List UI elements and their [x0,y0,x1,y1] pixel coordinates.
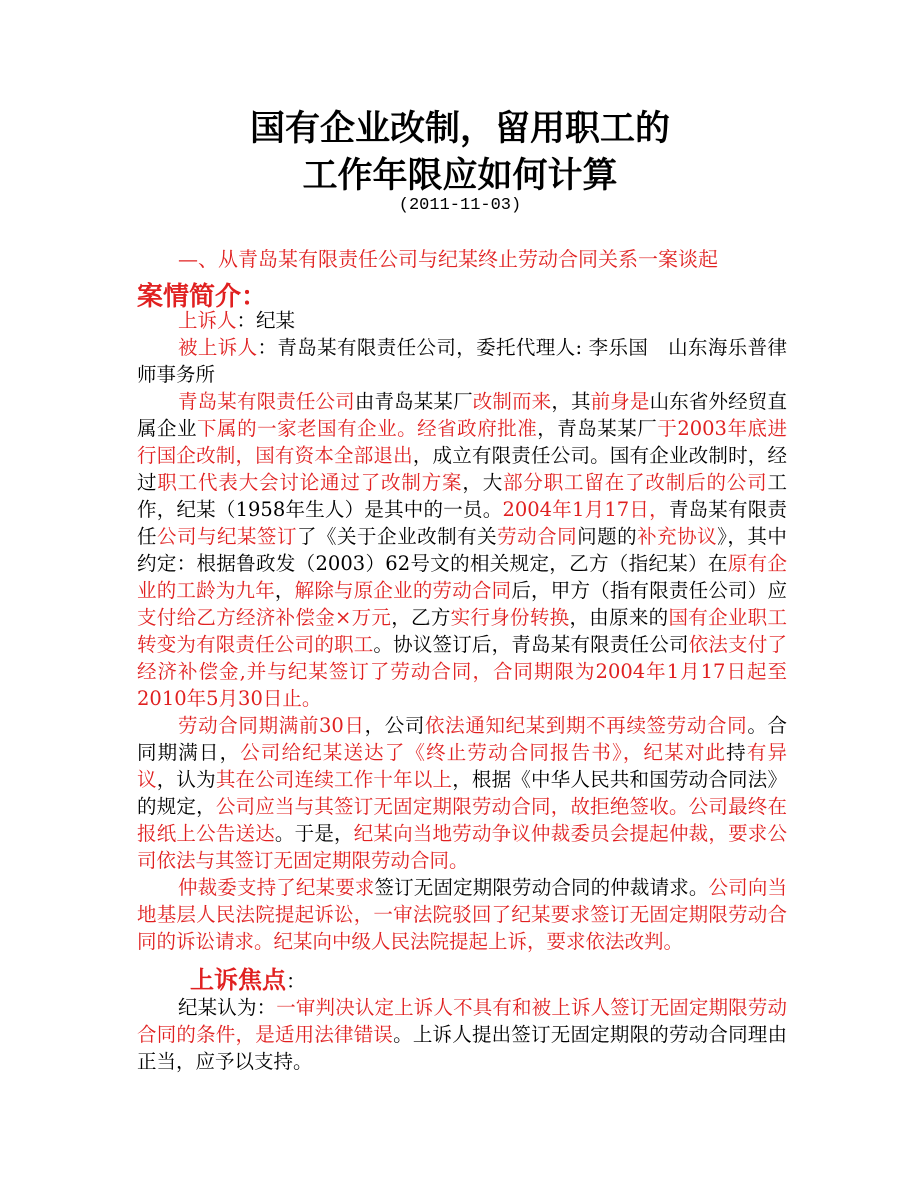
highlighted-text: 改制而来 [472,390,552,413]
body-text: 。上诉人提出签订无固定期限的劳动合同理由正当，应予以支持。 [137,1023,787,1073]
highlighted-text: 补充协议 [637,525,718,548]
highlighted-text: 部分职工留在了改制后的公司 [503,471,768,494]
highlighted-text: 实行身份转换 [450,606,570,629]
highlighted-text: 原有企业的工龄为九年 [137,552,787,602]
body-text: 问题的 [577,525,638,548]
section-subtitle: —、从青岛某有限责任公司与纪某终止劳动合同关系一案谈起 [178,247,718,271]
highlighted-text: 公司向当地基层人民法院提起诉讼，一审法院驳回了纪某要求签订无固定期限劳动合同的诉讼请求。纪某向中级人民法院提起上诉，要求依法改判。 [137,876,787,953]
body-text: 签订无固定期限劳动合同的仲裁请求。 [374,876,709,899]
highlighted-text: 纪某向当地劳动争议仲裁委员会提起仲裁，要求公司依法与其签订无固定期限劳动合同。 [137,822,787,872]
highlighted-text: 其在公司连续工作十年以上 [215,768,453,791]
appeal-heading-colon: ： [286,969,306,993]
appeal-heading [190,960,306,995]
highlighted-text: 依法支付了经济补偿金 [137,633,787,683]
body-text: 后，甲方（指有限责任公司）应 [511,579,787,602]
appellee-line [137,334,787,388]
highlighted-text: 支付给乙方经济补偿金×万元 [137,606,392,629]
body-text: 了《关于企业改制有关 [297,525,498,548]
paragraph-2 [137,712,787,874]
appeal-heading-text: 上诉焦点 [190,966,286,994]
appellant-value: ：纪某 [236,309,296,332]
highlighted-text: 职工代表大会讨论通过了改制方案 [157,471,463,494]
body-text: ，根据《中华人民共和国劳动合同法》的规定， [137,768,787,818]
body-text: ，其 [551,390,591,413]
publish-date: (2011-11-03) [398,196,522,215]
highlighted-text: 一审判决认定上诉人不具有和被上诉人签订无固定期限劳动合同的条件，是适用法律错误 [137,996,787,1046]
body-text: ，公司 [364,714,426,737]
appellee-value: ：青岛某有限责任公司，委托代理人: 李乐国 山东海乐普律师事务所 [137,336,787,386]
body-text: ，认为 [156,768,216,791]
body-text: ，由原来的 [569,606,669,629]
body-text: ，乙方 [391,606,451,629]
highlighted-text: 下属的一家老国有企业。经省政府批准 [197,417,538,440]
body-text: ，大 [462,471,504,494]
body-text: 。协议签订后，青岛某有限责任公司 [373,633,689,656]
body-text: ，成立有限责任公司。国有企业改制时，经过 [137,444,787,494]
appellant-label: 上诉人 [178,309,237,332]
highlighted-text: 青岛某有限责任公司 [178,390,355,413]
appeal-body [137,994,787,1075]
highlighted-text: 2004年1月17日， [502,498,669,521]
highlighted-text: 公司给纪某送达了《终止劳动合同报告书》，纪某对此 [240,741,727,764]
appellee-label: 被上诉人 [178,336,258,359]
highlighted-text: 于2003年底进行国企改制，国有资本全部退出 [137,417,787,467]
case-body [137,307,787,955]
highlighted-text: 解除与原企业的劳动合同 [294,579,512,602]
case-heading: 案情简介： [137,282,268,312]
body-text: 。于是， [274,822,354,845]
body-text: ，青岛某某厂 [537,417,658,440]
paragraph-3 [137,874,787,955]
highlighted-text: 国有企业职工转变为有限责任公司的职工 [137,606,787,656]
title-line-1: 国有企业改制，留用职工的 [249,109,670,149]
body-text: 青岛某有限责任 [137,498,787,548]
paragraph-4 [137,994,787,1075]
title-line-2: 工作年限应如何计算 [302,156,618,196]
highlighted-text: 依法通知纪某到期不再续签劳动合同 [425,714,748,737]
paragraph-1 [137,388,787,712]
body-text: 纪某认为： [178,996,277,1019]
body-text: 山东省外经贸直属企业 [137,390,787,440]
highlighted-text: 公司与纪某签订 [157,525,298,548]
highlighted-text: 合同期限为2004年1月17日起至2010年5月30日止。 [137,660,787,710]
highlighted-text: 仲裁委支持了纪某要求 [178,876,375,899]
body-text: 持 [726,741,747,764]
body-text: 。合同期满日， [137,714,787,764]
highlighted-text: 公司应当与其签订无固定期限劳动合同，故拒绝签收。公司最终在报纸上公告送达 [137,795,787,845]
appellant-line [137,307,787,334]
body-text: 工作，纪某（1958年生人）是其中的一员。 [137,471,787,521]
highlighted-text: 劳动合同 [497,525,578,548]
body-text: 》，其中约定：根据鲁政发（2003）62号文的相关规定，乙方（指纪某）在 [137,525,787,575]
highlighted-text: ,并与纪某签订了劳动合同， [239,660,493,683]
highlighted-text: 有异议 [137,741,787,791]
highlighted-text: 前身是 [590,390,650,413]
body-text: 由青岛某某厂 [354,390,473,413]
highlighted-text: 劳动合同期满前30日 [178,714,365,737]
body-text: ， [274,579,295,602]
